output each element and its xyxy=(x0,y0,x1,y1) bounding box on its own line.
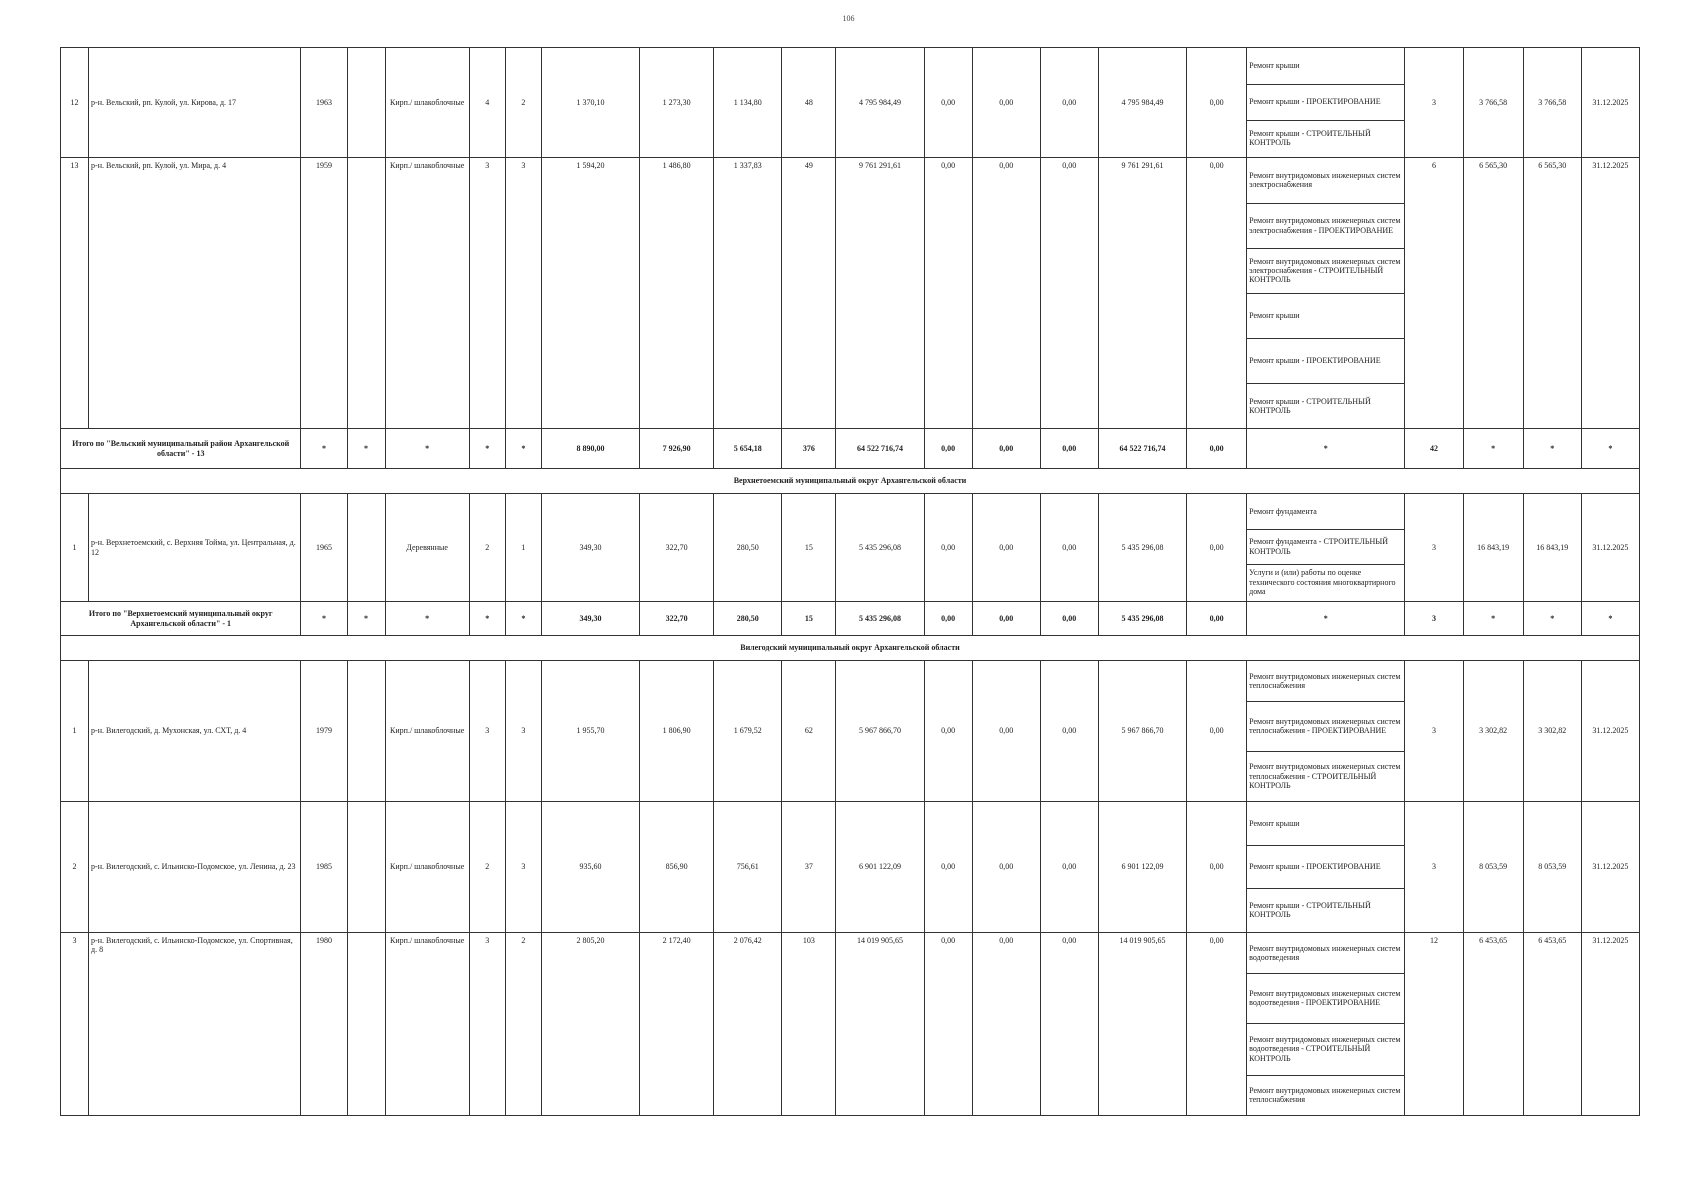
section-title: Вилегодский муниципальный округ Архангельской области xyxy=(61,636,1640,661)
table-row xyxy=(61,48,1640,158)
work-item: Ремонт внутридомовых инженерных систем электроснабжения - СТРОИТЕЛЬНЫЙ КОНТРОЛЬ xyxy=(1247,248,1404,293)
star-cell: * xyxy=(1247,429,1405,469)
cost-c-cell: 0,00 xyxy=(1040,429,1098,469)
area-residential-cell: 2 076,42 xyxy=(714,933,782,1116)
works-list xyxy=(1247,802,1404,932)
star-cell: * xyxy=(469,602,505,636)
star-cell: * xyxy=(347,429,385,469)
star-cell: * xyxy=(385,602,469,636)
wall-material-cell: Кирп./ шлакоблочные xyxy=(385,802,469,933)
cost-c-cell: 0,00 xyxy=(1040,933,1098,1116)
year-cell: 1959 xyxy=(301,158,347,429)
entrances-cell: 3 xyxy=(505,158,541,429)
floors-cell: 2 xyxy=(469,494,505,602)
cost-total-cell: 4 795 984,49 xyxy=(836,48,924,158)
cost-d-cell: 14 019 905,65 xyxy=(1098,933,1186,1116)
table-row xyxy=(61,661,1640,802)
work-item: Ремонт внутридомовых инженерных систем теплоснабжения - ПРОЕКТИРОВАНИЕ xyxy=(1247,701,1404,751)
work-item: Ремонт крыши - ПРОЕКТИРОВАНИЕ xyxy=(1247,845,1404,888)
star-cell: * xyxy=(385,429,469,469)
cost-c-cell: 0,00 xyxy=(1040,602,1098,636)
area-total-cell: 1 955,70 xyxy=(541,661,639,802)
row-number: 3 xyxy=(61,933,89,1116)
table-row xyxy=(61,494,1640,602)
area-total-cell: 1 594,20 xyxy=(541,158,639,429)
area-total-cell: 349,30 xyxy=(541,602,639,636)
area-total-cell: 8 890,00 xyxy=(541,429,639,469)
cost-e-cell: 0,00 xyxy=(1187,48,1247,158)
work-count-cell: 3 xyxy=(1405,602,1463,636)
work-item: Ремонт внутридомовых инженерных систем электроснабжения xyxy=(1247,158,1404,203)
subtotal-row xyxy=(61,429,1640,469)
cost-e-cell: 0,00 xyxy=(1187,802,1247,933)
floors-cell: 3 xyxy=(469,933,505,1116)
floors-cell: 2 xyxy=(469,802,505,933)
wall-material-cell: Кирп./ шлакоблочные xyxy=(385,661,469,802)
limit-cost-cell: 3 302,82 xyxy=(1523,661,1581,802)
wall-material-cell: Кирп./ шлакоблочные xyxy=(385,158,469,429)
cost-c-cell: 0,00 xyxy=(1040,661,1098,802)
works-cell xyxy=(1247,494,1405,602)
cost-a-cell: 0,00 xyxy=(924,802,972,933)
cost-b-cell: 0,00 xyxy=(972,429,1040,469)
area-total-cell: 349,30 xyxy=(541,494,639,602)
entrances-cell: 3 xyxy=(505,661,541,802)
star-cell: * xyxy=(301,602,347,636)
works-cell xyxy=(1247,48,1405,158)
residents-cell: 49 xyxy=(782,158,836,429)
limit-cost-cell: 8 053,59 xyxy=(1523,802,1581,933)
row-number: 1 xyxy=(61,494,89,602)
area-premises-cell: 7 926,90 xyxy=(640,429,714,469)
deadline-cell: 31.12.2025 xyxy=(1581,661,1639,802)
table-row xyxy=(61,802,1640,933)
deadline-cell: 31.12.2025 xyxy=(1581,494,1639,602)
limit-cost-cell: 6 565,30 xyxy=(1523,158,1581,429)
cost-b-cell: 0,00 xyxy=(972,802,1040,933)
cost-e-cell: 0,00 xyxy=(1187,494,1247,602)
work-item: Ремонт крыши - СТРОИТЕЛЬНЫЙ КОНТРОЛЬ xyxy=(1249,901,1371,920)
work-item: Ремонт крыши xyxy=(1247,48,1404,84)
work-item: Ремонт фундамента xyxy=(1247,494,1404,529)
star-cell: * xyxy=(505,602,541,636)
entrances-cell: 2 xyxy=(505,48,541,158)
year-cell: 1985 xyxy=(301,802,347,933)
address-cell: р-н. Вилегодский, с. Ильинско-Подомское, ул. Спортивная, д. 8 xyxy=(89,933,301,1116)
star-cell: * xyxy=(469,429,505,469)
works-cell xyxy=(1247,661,1405,802)
row-number: 12 xyxy=(61,48,89,158)
work-count-cell: 3 xyxy=(1405,802,1463,933)
residents-cell: 62 xyxy=(782,661,836,802)
area-residential-cell: 280,50 xyxy=(714,602,782,636)
work-item: Ремонт внутридомовых инженерных систем теплоснабжения xyxy=(1247,661,1404,701)
star-cell: * xyxy=(1523,429,1581,469)
star-cell: * xyxy=(347,602,385,636)
row-number: 2 xyxy=(61,802,89,933)
cost-a-cell: 0,00 xyxy=(924,661,972,802)
wall-material-cell: Кирп./ шлакоблочные xyxy=(385,48,469,158)
address-cell: р-н. Вилегодский, д. Мухонская, ул. СХТ, д. 4 xyxy=(89,661,301,802)
address-cell: р-н. Вилегодский, с. Ильинско-Подомское, ул. Ленина, д. 23 xyxy=(89,802,301,933)
residents-cell: 37 xyxy=(782,802,836,933)
area-premises-cell: 856,90 xyxy=(640,802,714,933)
cost-e-cell: 0,00 xyxy=(1187,933,1247,1116)
star-cell: * xyxy=(1463,429,1523,469)
area-residential-cell: 5 654,18 xyxy=(714,429,782,469)
table-row xyxy=(61,933,1640,1116)
cost-b-cell: 0,00 xyxy=(972,158,1040,429)
floors-cell: 4 xyxy=(469,48,505,158)
works-list xyxy=(1247,933,1404,1115)
capital-repair-register-table xyxy=(60,47,1640,1116)
cost-e-cell: 0,00 xyxy=(1187,429,1247,469)
area-residential-cell: 1 679,52 xyxy=(714,661,782,802)
row-number: 1 xyxy=(61,661,89,802)
cost-a-cell: 0,00 xyxy=(924,602,972,636)
cost-total-cell: 5 435 296,08 xyxy=(836,494,924,602)
works-list xyxy=(1247,661,1404,801)
address-cell: р-н. Вельский, рп. Кулой, ул. Кирова, д. 17 xyxy=(89,48,301,158)
cost-b-cell: 0,00 xyxy=(972,933,1040,1116)
cost-d-cell: 5 967 866,70 xyxy=(1098,661,1186,802)
area-residential-cell: 756,61 xyxy=(714,802,782,933)
deadline-cell: 31.12.2025 xyxy=(1581,48,1639,158)
cost-total-cell: 64 522 716,74 xyxy=(836,429,924,469)
wall-material-cell: Кирп./ шлакоблочные xyxy=(385,933,469,1116)
cost-c-cell: 0,00 xyxy=(1040,158,1098,429)
cost-c-cell: 0,00 xyxy=(1040,802,1098,933)
work-item: Ремонт фундамента - СТРОИТЕЛЬНЫЙ КОНТРОЛЬ xyxy=(1247,529,1404,564)
work-count-cell: 6 xyxy=(1405,158,1463,429)
star-cell: * xyxy=(1523,602,1581,636)
cost-a-cell: 0,00 xyxy=(924,494,972,602)
works-cell xyxy=(1247,933,1405,1116)
residents-cell: 15 xyxy=(782,494,836,602)
cost-d-cell: 6 901 122,09 xyxy=(1098,802,1186,933)
empty-cell xyxy=(347,802,385,933)
work-item: Ремонт внутридомовых инженерных систем теплоснабжения - СТРОИТЕЛЬНЫЙ КОНТРОЛЬ xyxy=(1249,762,1401,790)
deadline-cell: 31.12.2025 xyxy=(1581,158,1639,429)
year-cell: 1965 xyxy=(301,494,347,602)
year-cell: 1963 xyxy=(301,48,347,158)
cost-d-cell: 4 795 984,49 xyxy=(1098,48,1186,158)
area-premises-cell: 2 172,40 xyxy=(640,933,714,1116)
limit-cost-cell: 3 766,58 xyxy=(1523,48,1581,158)
table-row xyxy=(61,158,1640,429)
work-item: Ремонт крыши - ПРОЕКТИРОВАНИЕ xyxy=(1247,338,1404,383)
work-item: Ремонт внутридомовых инженерных систем водоотведения xyxy=(1247,933,1404,973)
cost-total-cell: 9 761 291,61 xyxy=(836,158,924,429)
area-premises-cell: 1 486,80 xyxy=(640,158,714,429)
star-cell: * xyxy=(1581,429,1639,469)
cost-d-cell: 9 761 291,61 xyxy=(1098,158,1186,429)
entrances-cell: 2 xyxy=(505,933,541,1116)
area-premises-cell: 1 273,30 xyxy=(640,48,714,158)
cost-total-cell: 5 967 866,70 xyxy=(836,661,924,802)
area-residential-cell: 280,50 xyxy=(714,494,782,602)
unit-cost-cell: 6 565,30 xyxy=(1463,158,1523,429)
cost-b-cell: 0,00 xyxy=(972,661,1040,802)
cost-e-cell: 0,00 xyxy=(1187,602,1247,636)
area-premises-cell: 322,70 xyxy=(640,494,714,602)
work-count-cell: 12 xyxy=(1405,933,1463,1116)
empty-cell xyxy=(347,158,385,429)
cost-total-cell: 5 435 296,08 xyxy=(836,602,924,636)
works-cell xyxy=(1247,802,1405,933)
cost-d-cell: 5 435 296,08 xyxy=(1098,602,1186,636)
empty-cell xyxy=(347,661,385,802)
page-number: 106 xyxy=(842,14,855,23)
work-count-cell: 42 xyxy=(1405,429,1463,469)
works-list xyxy=(1247,158,1404,428)
work-item: Ремонт внутридомовых инженерных систем электроснабжения - ПРОЕКТИРОВАНИЕ xyxy=(1247,203,1404,248)
cost-c-cell: 0,00 xyxy=(1040,48,1098,158)
work-count-cell: 3 xyxy=(1405,48,1463,158)
address-cell: р-н. Верхнетоемский, с. Верхняя Тойма, ул. Центральная, д. 12 xyxy=(89,494,301,602)
area-premises-cell: 322,70 xyxy=(640,602,714,636)
cost-a-cell: 0,00 xyxy=(924,933,972,1116)
cost-c-cell: 0,00 xyxy=(1040,494,1098,602)
entrances-cell: 3 xyxy=(505,802,541,933)
unit-cost-cell: 8 053,59 xyxy=(1463,802,1523,933)
cost-d-cell: 5 435 296,08 xyxy=(1098,494,1186,602)
cost-a-cell: 0,00 xyxy=(924,48,972,158)
work-item: Ремонт крыши - СТРОИТЕЛЬНЫЙ КОНТРОЛЬ xyxy=(1249,129,1371,148)
area-total-cell: 1 370,10 xyxy=(541,48,639,158)
cost-a-cell: 0,00 xyxy=(924,429,972,469)
cost-total-cell: 14 019 905,65 xyxy=(836,933,924,1116)
cost-b-cell: 0,00 xyxy=(972,602,1040,636)
limit-cost-cell: 6 453,65 xyxy=(1523,933,1581,1116)
section-header-row xyxy=(61,636,1640,661)
cost-e-cell: 0,00 xyxy=(1187,661,1247,802)
empty-cell xyxy=(347,933,385,1116)
cost-e-cell: 0,00 xyxy=(1187,158,1247,429)
work-count-cell: 3 xyxy=(1405,661,1463,802)
subtotal-label: Итого по "Вельский муниципальный район Архангельской области" - 13 xyxy=(61,429,301,469)
section-header-row xyxy=(61,469,1640,494)
star-cell: * xyxy=(1247,602,1405,636)
year-cell: 1980 xyxy=(301,933,347,1116)
work-item: Услуги и (или) работы по оценке технического состояния многоквартирного дома xyxy=(1249,568,1396,596)
works-cell xyxy=(1247,158,1405,429)
year-cell: 1979 xyxy=(301,661,347,802)
address-cell: р-н. Вельский, рп. Кулой, ул. Мира, д. 4 xyxy=(89,158,301,429)
cost-a-cell: 0,00 xyxy=(924,158,972,429)
residents-cell: 103 xyxy=(782,933,836,1116)
works-list xyxy=(1247,48,1404,156)
cost-b-cell: 0,00 xyxy=(972,494,1040,602)
work-item: Ремонт внутридомовых инженерных систем водоотведения - СТРОИТЕЛЬНЫЙ КОНТРОЛЬ xyxy=(1247,1023,1404,1075)
empty-cell xyxy=(347,48,385,158)
cost-d-cell: 64 522 716,74 xyxy=(1098,429,1186,469)
empty-cell xyxy=(347,494,385,602)
residents-cell: 376 xyxy=(782,429,836,469)
work-item: Ремонт крыши - ПРОЕКТИРОВАНИЕ xyxy=(1247,84,1404,120)
residents-cell: 15 xyxy=(782,602,836,636)
section-title: Верхнетоемский муниципальный округ Архангельской области xyxy=(61,469,1640,494)
subtotal-label: Итого по "Верхнетоемский муниципальный округ Архангельской области" - 1 xyxy=(61,602,301,636)
wall-material-cell: Деревянные xyxy=(385,494,469,602)
works-list xyxy=(1247,494,1404,600)
star-cell: * xyxy=(1581,602,1639,636)
unit-cost-cell: 3 766,58 xyxy=(1463,48,1523,158)
work-item: Ремонт крыши xyxy=(1247,293,1404,338)
work-item: Ремонт внутридомовых инженерных систем теплоснабжения xyxy=(1249,1086,1401,1105)
residents-cell: 48 xyxy=(782,48,836,158)
unit-cost-cell: 16 843,19 xyxy=(1463,494,1523,602)
deadline-cell: 31.12.2025 xyxy=(1581,802,1639,933)
floors-cell: 3 xyxy=(469,661,505,802)
cost-b-cell: 0,00 xyxy=(972,48,1040,158)
area-total-cell: 2 805,20 xyxy=(541,933,639,1116)
area-total-cell: 935,60 xyxy=(541,802,639,933)
floors-cell: 3 xyxy=(469,158,505,429)
entrances-cell: 1 xyxy=(505,494,541,602)
deadline-cell: 31.12.2025 xyxy=(1581,933,1639,1116)
subtotal-row xyxy=(61,602,1640,636)
work-item: Ремонт крыши - СТРОИТЕЛЬНЫЙ КОНТРОЛЬ xyxy=(1249,396,1371,415)
cost-total-cell: 6 901 122,09 xyxy=(836,802,924,933)
work-count-cell: 3 xyxy=(1405,494,1463,602)
star-cell: * xyxy=(301,429,347,469)
work-item: Ремонт внутридомовых инженерных систем водоотведения - ПРОЕКТИРОВАНИЕ xyxy=(1247,973,1404,1023)
unit-cost-cell: 6 453,65 xyxy=(1463,933,1523,1116)
area-premises-cell: 1 806,90 xyxy=(640,661,714,802)
work-item: Ремонт крыши xyxy=(1247,802,1404,845)
star-cell: * xyxy=(1463,602,1523,636)
star-cell: * xyxy=(505,429,541,469)
unit-cost-cell: 3 302,82 xyxy=(1463,661,1523,802)
area-residential-cell: 1 337,83 xyxy=(714,158,782,429)
limit-cost-cell: 16 843,19 xyxy=(1523,494,1581,602)
row-number: 13 xyxy=(61,158,89,429)
area-residential-cell: 1 134,80 xyxy=(714,48,782,158)
